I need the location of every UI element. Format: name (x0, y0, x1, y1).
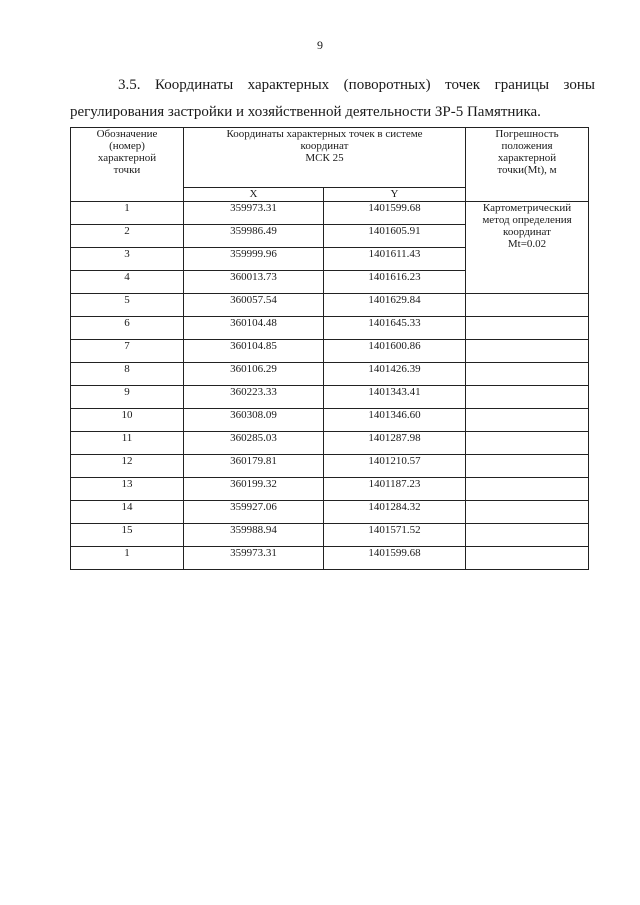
coordinates-table (70, 127, 589, 570)
header-point-line: (номер) (109, 140, 145, 152)
x-coordinate: 359973.31 (184, 547, 324, 570)
point-number: 2 (71, 225, 184, 248)
table-row (71, 409, 589, 432)
y-coordinate: 1401346.60 (324, 409, 466, 432)
point-number: 13 (71, 478, 184, 501)
y-coordinate: 1401571.52 (324, 524, 466, 547)
accuracy-empty-cell (466, 524, 589, 547)
x-coordinate: 360013.73 (184, 271, 324, 294)
header-coordinates (184, 128, 466, 188)
page-number: 9 (317, 38, 323, 52)
point-number: 10 (71, 409, 184, 432)
table-header (71, 128, 589, 202)
y-coordinate: 1401629.84 (324, 294, 466, 317)
section-heading-line-1: 3.5. Координаты характерных (поворотных) точек границы зоны (118, 77, 595, 93)
y-coordinate: 1401600.86 (324, 340, 466, 363)
accuracy-empty-cell (466, 294, 589, 317)
header-coordinates-line: Координаты характерных точек в системе (226, 128, 423, 140)
point-number: 6 (71, 317, 184, 340)
x-coordinate: 360285.03 (184, 432, 324, 455)
point-number: 12 (71, 455, 184, 478)
header-point-line: характерной (97, 152, 157, 164)
y-coordinate: 1401187.23 (324, 478, 466, 501)
point-number: 14 (71, 501, 184, 524)
table-body (71, 202, 589, 570)
header-point-designation (71, 128, 184, 202)
table-row (71, 501, 589, 524)
y-coordinate: 1401210.57 (324, 455, 466, 478)
point-number: 3 (71, 248, 184, 271)
header-x: X (184, 188, 324, 202)
x-coordinate: 360179.81 (184, 455, 324, 478)
accuracy-method-line: Картометрический (482, 202, 572, 214)
accuracy-method-line: координат (503, 226, 551, 238)
table-row (71, 294, 589, 317)
point-number: 4 (71, 271, 184, 294)
accuracy-method-line: метод определения (482, 214, 572, 226)
y-coordinate: 1401287.98 (324, 432, 466, 455)
header-coordinates-line: координат (300, 140, 349, 152)
table-row (71, 386, 589, 409)
x-coordinate: 360106.29 (184, 363, 324, 386)
x-coordinate: 359999.96 (184, 248, 324, 271)
point-number: 1 (71, 547, 184, 570)
x-coordinate: 360223.33 (184, 386, 324, 409)
accuracy-method (466, 202, 589, 294)
y-coordinate: 1401284.32 (324, 501, 466, 524)
accuracy-empty-cell (466, 409, 589, 432)
point-number: 11 (71, 432, 184, 455)
accuracy-empty-cell (466, 317, 589, 340)
table-row (71, 202, 589, 225)
table-row (71, 317, 589, 340)
header-accuracy-line: характерной (497, 152, 557, 164)
accuracy-empty-cell (466, 432, 589, 455)
accuracy-empty-cell (466, 478, 589, 501)
y-coordinate: 1401616.23 (324, 271, 466, 294)
x-coordinate: 359973.31 (184, 202, 324, 225)
accuracy-empty-cell (466, 340, 589, 363)
header-accuracy-line: точки(Mt), м (497, 164, 557, 176)
x-coordinate: 359988.94 (184, 524, 324, 547)
accuracy-empty-cell (466, 363, 589, 386)
y-coordinate: 1401605.91 (324, 225, 466, 248)
accuracy-empty-cell (466, 455, 589, 478)
y-coordinate: 1401611.43 (324, 248, 466, 271)
header-point-line: Обозначение (96, 128, 158, 140)
x-coordinate: 359927.06 (184, 501, 324, 524)
x-coordinate: 359986.49 (184, 225, 324, 248)
table-row (71, 340, 589, 363)
header-coordinates-line: МСК 25 (305, 152, 344, 164)
header-y: Y (324, 188, 466, 202)
header-accuracy (466, 128, 589, 202)
section-heading-line-2: регулирования застройки и хозяйственной деятельности ЗР-5 Памятника. (70, 104, 541, 120)
header-point-line: точки (113, 164, 141, 176)
point-number: 9 (71, 386, 184, 409)
x-coordinate: 360104.48 (184, 317, 324, 340)
point-number: 1 (71, 202, 184, 225)
y-coordinate: 1401599.68 (324, 202, 466, 225)
table-row (71, 524, 589, 547)
header-accuracy-line: Погрешность (495, 128, 559, 140)
y-coordinate: 1401343.41 (324, 386, 466, 409)
x-coordinate: 360057.54 (184, 294, 324, 317)
table-row (71, 455, 589, 478)
accuracy-method-line: Mt=0.02 (507, 238, 547, 250)
point-number: 15 (71, 524, 184, 547)
y-coordinate: 1401645.33 (324, 317, 466, 340)
table-row (71, 363, 589, 386)
header-accuracy-line: положения (501, 140, 553, 152)
accuracy-empty-cell (466, 547, 589, 570)
table-row (71, 547, 589, 570)
table-row (71, 478, 589, 501)
point-number: 7 (71, 340, 184, 363)
x-coordinate: 360199.32 (184, 478, 324, 501)
accuracy-empty-cell (466, 386, 589, 409)
x-coordinate: 360104.85 (184, 340, 324, 363)
y-coordinate: 1401426.39 (324, 363, 466, 386)
x-coordinate: 360308.09 (184, 409, 324, 432)
accuracy-empty-cell (466, 501, 589, 524)
y-coordinate: 1401599.68 (324, 547, 466, 570)
table-row (71, 432, 589, 455)
point-number: 8 (71, 363, 184, 386)
point-number: 5 (71, 294, 184, 317)
